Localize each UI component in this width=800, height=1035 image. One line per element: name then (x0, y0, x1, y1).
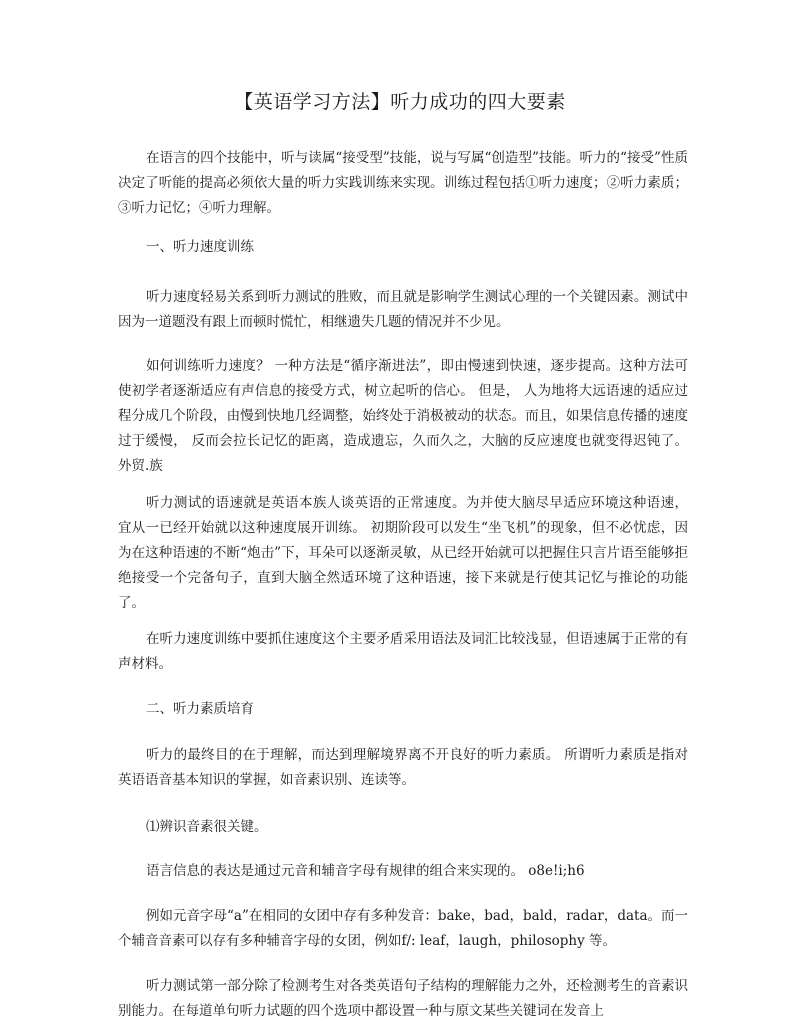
paragraph-examples: 例如元音字母“a”在相同的女团中存有多种发音：bake，bad，bald，radar，data。而一个辅音音素可以存有多种辅音字母的女团，例如f/: leaf，laugh，philosophy 等。 (118, 908, 689, 949)
paragraph-speed-importance: 听力速度轻易关系到听力测试的胜败，而且就是影响学生测试心理的一个关键因素。测试中因为一道题没有跟上而顿时慌忙，相继遗失几题的情况并不少见。 (118, 289, 688, 330)
section-heading-quality: 二、听力素质培育 (146, 701, 254, 717)
paragraph-normal-speed: 听力测试的语速就是英语本族人谈英语的正常速度。为并使大脑尽早适应环境这种语速， 宜从一已经开始就以这种速度展开训练。 初期阶段可以发生“坐飞机”的现象，但不必忧虑，因为在这种语速的不断“炮击”下，耳朵可以逐渐灵敏，从已经开始就可以把握住只言片语至能够拒绝接受一个完备句子，直到大脑全然适环境了这种语速，接下来就是行使其记忆与推论的功能了。 (118, 495, 688, 611)
section-heading-speed: 一、听力速度训练 (146, 239, 254, 255)
paragraph-test-part-one: 听力测试第一部分除了检测考生对各类英语句子结构的理解能力之外，还检测考生的音素识别能力。在每道单句听力试题的四个选项中都设置一种与原文某些关键词在发音上 (118, 978, 688, 1019)
paragraph-speed-material: 在听力速度训练中要抓住速度这个主要矛盾采用语法及词汇比较浅显，但语速属于正常的有声材料。 (118, 631, 688, 672)
paragraph-speed-method: 如何训练听力速度？ 一种方法是“循序渐进法”，即由慢速到快速，逐步提高。这种方法可使初学者逐渐适应有声信息的接受方式，树立起听的信心。 但是， 人为地将大远语速的适应过程分成几个阶段，由慢到快地几经调整，始终处于消极被动的状态。而且，如果信息传播的速度过于缓慢， 反而会拉长记忆的距离，造成遗忘，久而久之，大脑的反应速度也就变得迟钝了。 外贸.族 (118, 358, 688, 474)
subheading-phoneme: ⑴辨识音素很关键。 (146, 819, 268, 835)
paragraph-intro: 在语言的四个技能中，听与读属“接受型”技能，说与写属“创造型”技能。听力的“接受”性质决定了听能的提高必须依大量的听力实践训练来实现。训练过程包括①听力速度；②听力素质；③听力记忆；④听力理解。 (118, 150, 688, 216)
document-title: 【英语学习方法】听力成功的四大要素 (234, 91, 566, 113)
paragraph-quality-definition: 听力的最终目的在于理解，而达到理解境界离不开良好的听力素质。 所谓听力素质是指对英语语音基本知识的掌握，如音素识别、连读等。 (118, 747, 688, 788)
paragraph-vowel-consonant: 语言信息的表达是通过元音和辅音字母有规律的组合来实现的。 o8e!i;h6 (146, 863, 585, 879)
